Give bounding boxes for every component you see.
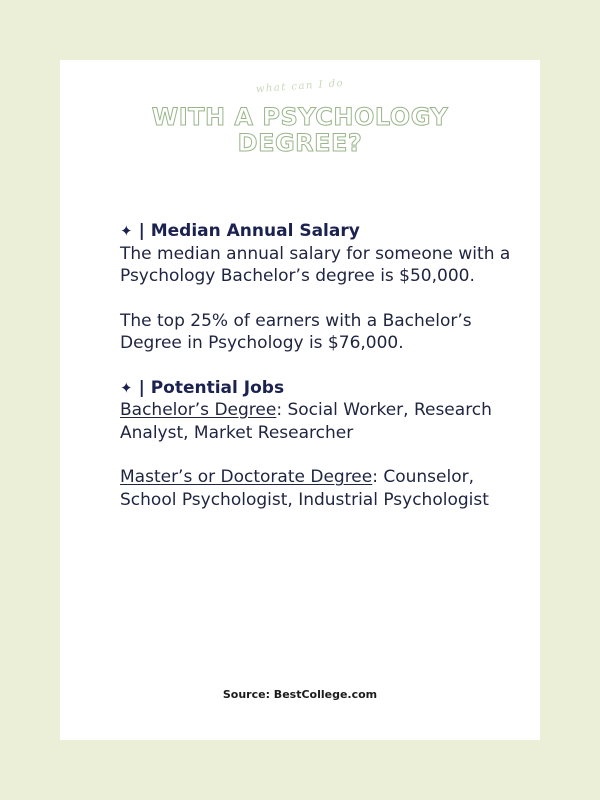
title-line-1: WITH A PSYCHOLOGY	[151, 103, 449, 131]
jobs-heading	[120, 377, 520, 400]
salary-paragraph-2: The top 25% of earners with a Bachelor’s Degree in Psychology is $76,000.	[120, 310, 472, 353]
salary-heading	[120, 220, 520, 243]
title-line-2: DEGREE?	[237, 129, 363, 157]
sparkle-icon: ✦	[120, 378, 133, 397]
spacer	[120, 355, 520, 377]
spacer	[120, 288, 520, 310]
source-credit: Source: BestCollege.com	[222, 688, 378, 701]
spacer	[120, 444, 520, 466]
jobs-title: | Potential Jobs	[138, 377, 285, 398]
salary-paragraph-1: The median annual salary for someone with a Psychology Bachelor’s degree is $50,000.	[120, 243, 511, 286]
page-title	[60, 104, 540, 156]
bachelor-label: Bachelor’s Degree	[120, 400, 277, 420]
content-section	[120, 220, 520, 511]
master-jobs	[120, 466, 520, 511]
sparkle-icon: ✦	[120, 222, 133, 241]
header-kicker: what can I do	[255, 77, 345, 96]
master-jobs-list: : Counselor, School Psychologist, Industrial Psychologist	[120, 467, 489, 510]
salary-title: | Median Annual Salary	[138, 221, 360, 241]
bachelor-jobs-list: : Social Worker, Research Analyst, Market Researcher	[120, 400, 492, 443]
master-label: Master’s or Doctorate Degree	[120, 467, 373, 487]
bachelor-jobs	[120, 399, 520, 444]
infographic-card	[60, 60, 540, 740]
